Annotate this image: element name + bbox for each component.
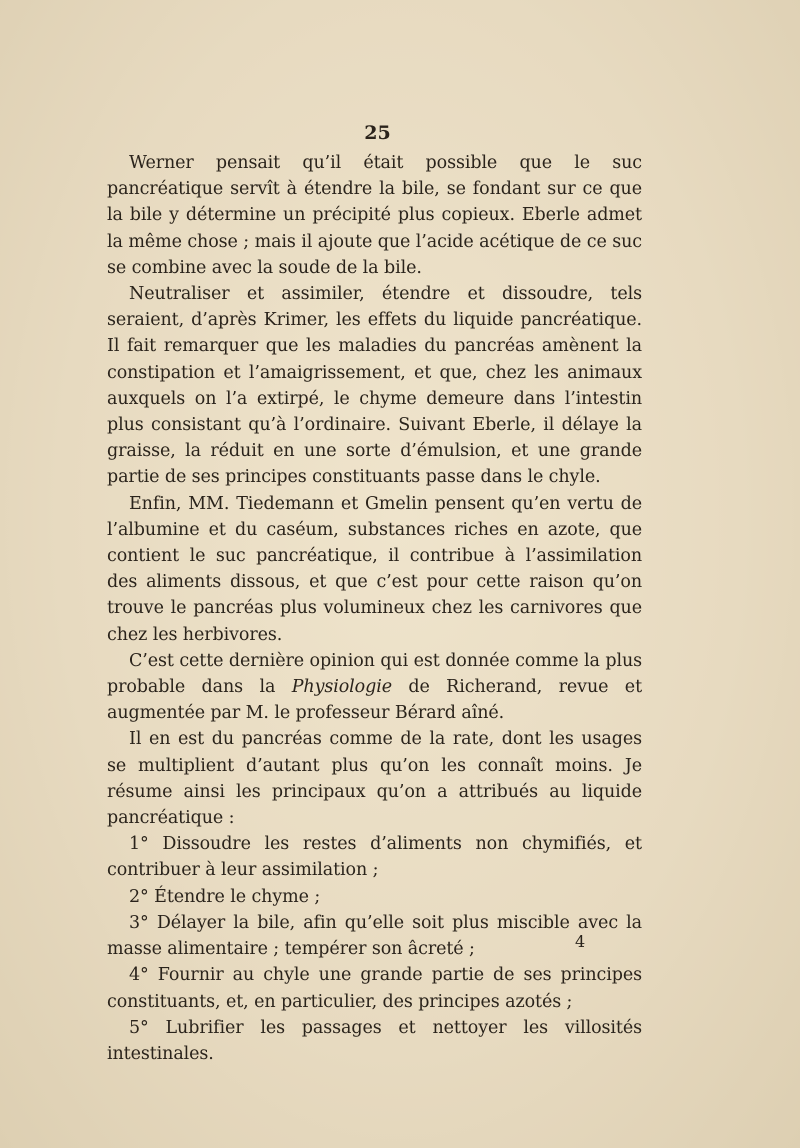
list-item-1: 1° Dissoudre les restes d’aliments non chymifiés, et contribuer à leur assimilation ; (107, 834, 642, 881)
paragraph-werner: Werner pensait qu’il était possible que le suc pancréatique servît à étendre la bile, se fondant sur ce que la bile y détermine un précipité plus copieux. Eberle admet la même chose ; mais il ajoute que l’acide acétique de ce suc se combine avec la soude de la bile. (107, 153, 642, 278)
list-item-5: 5° Lubrifier les passages et nettoyer les villosités intestinales. (107, 1017, 642, 1064)
list-item-2: 2° Étendre le chyme ; (129, 886, 321, 907)
paragraph-physiologie-after: de Richerand, revue et augmentée par M. le professeur Bérard aîné. (107, 677, 642, 724)
paragraph-krimer: Neutraliser et assimiler, étendre et dissoudre, tels seraient, d’après Krimer, les effets du liquide pancréatique. Il fait remarquer que les maladies du pancréas amènent la constipation et l’amaigrissement, et que, chez les animaux auxquels on l’a extirpé, le chyme demeure dans l’intestin plus consistant qu’à l’ordinaire. Suivant Eberle, il délaye la graisse, la réduit en une sorte d’émulsion, et une grande partie de ses principes constituants passe dans le chyle. (107, 284, 642, 488)
signature-mark: 4 (575, 932, 586, 951)
list-item-3: 3° Délayer la bile, afin qu’elle soit plus miscible avec la masse alimentaire ; tempérer son âcreté ; (107, 912, 642, 960)
paragraph-tiedemann: Enfin, MM. Tiedemann et Gmelin pensent qu’en vertu de l’albumine et du caséum, substances riches en azote, que contient le suc pancréatique, il contribue à l’assimilation des aliments dissous, et que c’est pour cette raison qu’on trouve le pancréas plus volumineux chez les carnivores que chez les herbivores. (107, 493, 642, 645)
paragraph-physiologie-before: C’est cette dernière opinion qui est donnée comme la plus probable dans la (107, 650, 642, 698)
paragraph-physiologie (107, 648, 642, 727)
page-number: 25 (364, 122, 391, 144)
book-title-physiologie: Physiologie (291, 677, 392, 698)
body-text (107, 150, 642, 1067)
list-item-4: 4° Fournir au chyle une grande partie de ses principes constituants, et, en particulier, des principes azotés ; (107, 965, 642, 1012)
paragraph-rate: Il en est du pancréas comme de la rate, dont les usages se multiplient d’autant plus qu’on les connaît moins. Je résume ainsi les principaux qu’on a attribués au liquide pancréatique : (107, 729, 642, 829)
